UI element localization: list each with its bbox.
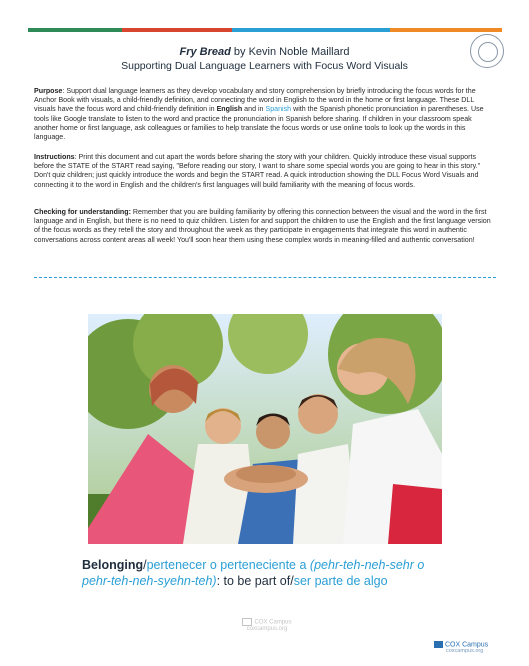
purpose-paragraph	[34, 87, 496, 142]
purpose-spanish: Spanish	[265, 105, 292, 114]
focus-word-caption	[82, 557, 452, 589]
instructions-paragraph	[34, 153, 496, 190]
focus-word-photo	[88, 314, 442, 544]
focus-word-slash-2: /	[290, 574, 294, 588]
checking-paragraph	[34, 208, 496, 245]
accent-bar-red	[122, 28, 232, 32]
checking-text: Remember that you are building familiarity by offering this connection between the visual and the word in the first language and in English, but there is no need to quiz children. Listen for and support the children to use the English and the first language version of the focus words as they retell the story and throughout the week as they participate in engagements that integrate this word in authentic conversations across content areas all week! You'll soon hear them using these complex words in meaning-filled and authentic conversation!	[34, 208, 491, 244]
footer-logo	[434, 641, 504, 654]
watermark-center	[222, 618, 312, 632]
accent-bar-orange	[390, 28, 502, 32]
book-author: by Kevin Noble Maillard	[233, 46, 350, 58]
watermark-url: coxcampus.org	[246, 626, 288, 632]
focus-word-spanish-definition: ser parte de algo	[293, 574, 388, 588]
page-title	[0, 46, 529, 58]
instructions-label: Instructions	[34, 153, 75, 161]
footer-brand: COX Campus	[445, 641, 489, 649]
accent-bar-blue	[232, 28, 390, 32]
purpose-text-c: with the Spanish phonetic pronunciation in parentheses. Use tools like Google translate to listen to the word and practice the pronunciation in Spanish before sharing. If children in your classroom speak another home or first language, ask colleagues or families to help translate the focus words or use online tools to look up the words in this language.	[34, 105, 484, 142]
page-subtitle: Supporting Dual Language Learners with Focus Word Visuals	[121, 60, 408, 72]
cox-logo-icon	[434, 641, 443, 648]
focus-word-definition: : to be part of	[216, 574, 291, 588]
cox-logo-icon	[242, 618, 252, 626]
purpose-text-b: and in	[242, 105, 266, 114]
cut-line-divider	[34, 277, 496, 278]
focus-word-slash: /	[143, 558, 147, 572]
instructions-text: : Print this document and cut apart the words before sharing the story with your children. Quickly introduce these visual supports before the STATE of the START read saying, "Before reading our story, I want to share some special words you are going to hear in this story." Don't quiz children; just quickly introduce the words and begin the START read. A quick introduction showing the DLL Focus Word Visuals and connecting it to the word in English and the children's first languages will build familiarity with the meaning of focus words.	[34, 153, 481, 189]
accent-bar-green	[28, 28, 122, 32]
footer-url: coxcampus.org	[446, 648, 484, 655]
checking-label: Checking for understanding:	[34, 208, 131, 216]
watermark-brand: COX Campus	[254, 619, 292, 626]
focus-word-spanish: pertenecer o perteneciente a	[146, 558, 307, 572]
focus-word-english: Belonging	[82, 558, 144, 572]
purpose-english: English	[216, 105, 243, 114]
purpose-text-a: : Support dual language learners as they develop vocabulary and story comprehension by briefly introducing the focus words for the Anchor Book with visuals, a child-friendly definition, and connecting the word in English to the word in the home or first language. These DLL visuals have the focus word and child-friendly definition in	[34, 87, 476, 114]
book-title: Fry Bread	[179, 46, 231, 58]
focus-word-pronunciation: (pehr-teh-neh-sehr o pehr-teh-neh-syehn-teh)	[82, 558, 425, 588]
purpose-label: Purpose	[34, 87, 63, 95]
